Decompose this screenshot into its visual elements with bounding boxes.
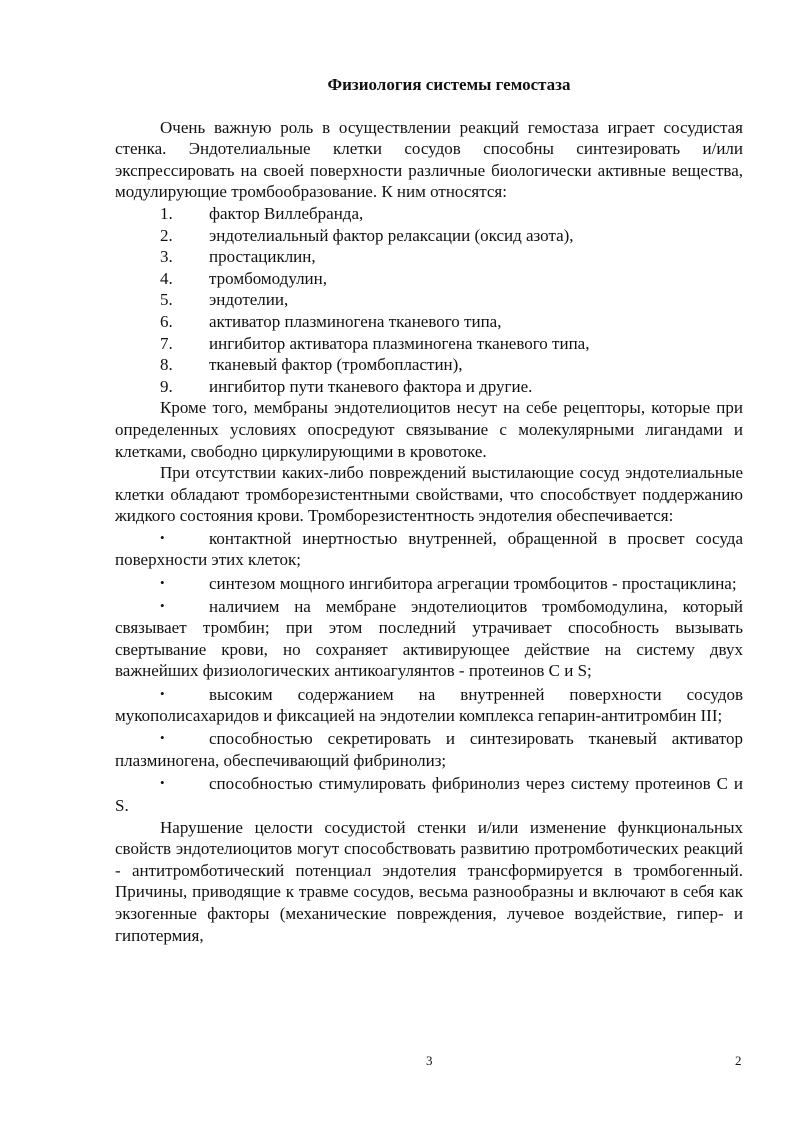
list-number: 2.	[160, 225, 173, 245]
list-number: 8.	[160, 355, 173, 375]
list-item	[115, 225, 743, 247]
bullet-item	[115, 527, 743, 571]
list-item	[115, 289, 743, 311]
list-text: простациклин,	[209, 247, 316, 267]
list-text: активатор плазминогена тканевого типа,	[209, 311, 502, 331]
list-item	[115, 246, 743, 268]
list-number: 5.	[160, 290, 173, 310]
intro-paragraph: Очень важную роль в осуществлении реакций гемостаза играет сосудистая стенка. Эндотелиальные клетки сосудов способны синтезировать и/или экспрессировать на своей поверхности различные биологически активные вещества, модулирующие тромбообразование. К ним относятся:	[115, 117, 743, 202]
receptors-paragraph: Кроме того, мембраны эндотелиоцитов несут на себе рецепторы, которые при определенных условиях опосредуют связывание с молекулярными лигандами и клетками, свободно циркулирующими в кровотоке.	[115, 398, 743, 461]
bullet-icon: •	[160, 774, 165, 790]
page-number-right: 2	[735, 1053, 742, 1068]
bullet-text: контактной инертностью внутренней, обращенной в просвет сосуда поверхности этих клеток;	[115, 528, 743, 570]
list-text: тромбомодулин,	[209, 268, 327, 288]
document-title: Физиология системы гемостаза	[327, 75, 571, 94]
bullet-text: синтезом мощного ингибитора агрегации тромбоцитов - простациклина;	[209, 573, 737, 593]
bullet-text: способностью секретировать и синтезировать тканевый активатор плазминогена, обеспечивающий фибринолиз;	[115, 729, 743, 770]
bullet-icon: •	[160, 730, 165, 746]
bullet-item	[115, 595, 743, 682]
bullet-text: способностью стимулировать фибринолиз через систему протеинов С и S.	[115, 773, 743, 815]
list-number: 6.	[160, 311, 173, 331]
list-item	[115, 311, 743, 333]
bullet-list	[115, 527, 743, 816]
list-item	[115, 203, 743, 225]
bullet-icon: •	[160, 597, 165, 613]
list-item	[115, 354, 743, 376]
damage-paragraph: Нарушение целости сосудистой стенки и/или изменение функциональных свойств эндотелиоцитов могут способствовать развитию протромботических реакций - антитромботический потенциал эндотелия трансформируется в тромбогенный. Причины, приводящие к травме сосудов, весьма разнообразны и включают в себя как экзогенные факторы (механические повреждения, лучевое воздействие, гипер- и гипотермия,	[115, 817, 743, 945]
list-number: 3.	[160, 247, 173, 267]
list-number: 9.	[160, 376, 173, 396]
bullet-icon: •	[160, 574, 165, 590]
page-number-center: 3	[426, 1053, 433, 1068]
list-text: ингибитор пути тканевого фактора и другие.	[209, 376, 533, 396]
list-text: ингибитор активатора плазминогена тканевого типа,	[209, 333, 590, 353]
bullet-icon: •	[160, 685, 165, 701]
list-text: тканевый фактор (тромбопластин),	[209, 355, 463, 375]
bullet-item	[115, 772, 743, 816]
list-item	[115, 333, 743, 355]
bullet-item	[115, 727, 743, 771]
bullet-text: высоким содержанием на внутренней поверхности сосудов мукополисахаридов и фиксацией на эндотелии комплекса гепарин-антитромбин III;	[115, 684, 743, 726]
list-item	[115, 376, 743, 398]
list-number: 7.	[160, 333, 173, 353]
numbered-list	[115, 203, 743, 397]
list-text: фактор Виллебранда,	[209, 203, 364, 223]
bullet-icon: •	[160, 529, 165, 545]
list-number: 1.	[160, 203, 173, 223]
list-number: 4.	[160, 268, 173, 288]
thromboresistance-paragraph: При отсутствии каких-либо повреждений выстилающие сосуд эндотелиальные клетки обладают тромборезистентными свойствами, что способствует поддержанию жидкого состояния крови. Тромборезистентность эндотелия обеспечивается:	[115, 463, 743, 526]
list-text: эндотелии,	[209, 290, 289, 310]
bullet-item	[115, 572, 743, 595]
bullet-text: наличием на мембране эндотелиоцитов тромбомодулина, который связывает тромбин; при этом последний утрачивает способность вызывать свертывание крови, но сохраняет активирующее действие на систему двух важнейших физиологических антикоагулянтов - протеинов С и S;	[115, 596, 743, 681]
document-page	[115, 74, 743, 946]
bullet-item	[115, 683, 743, 727]
list-text: эндотелиальный фактор релаксации (оксид азота),	[209, 225, 574, 245]
list-item	[115, 268, 743, 290]
